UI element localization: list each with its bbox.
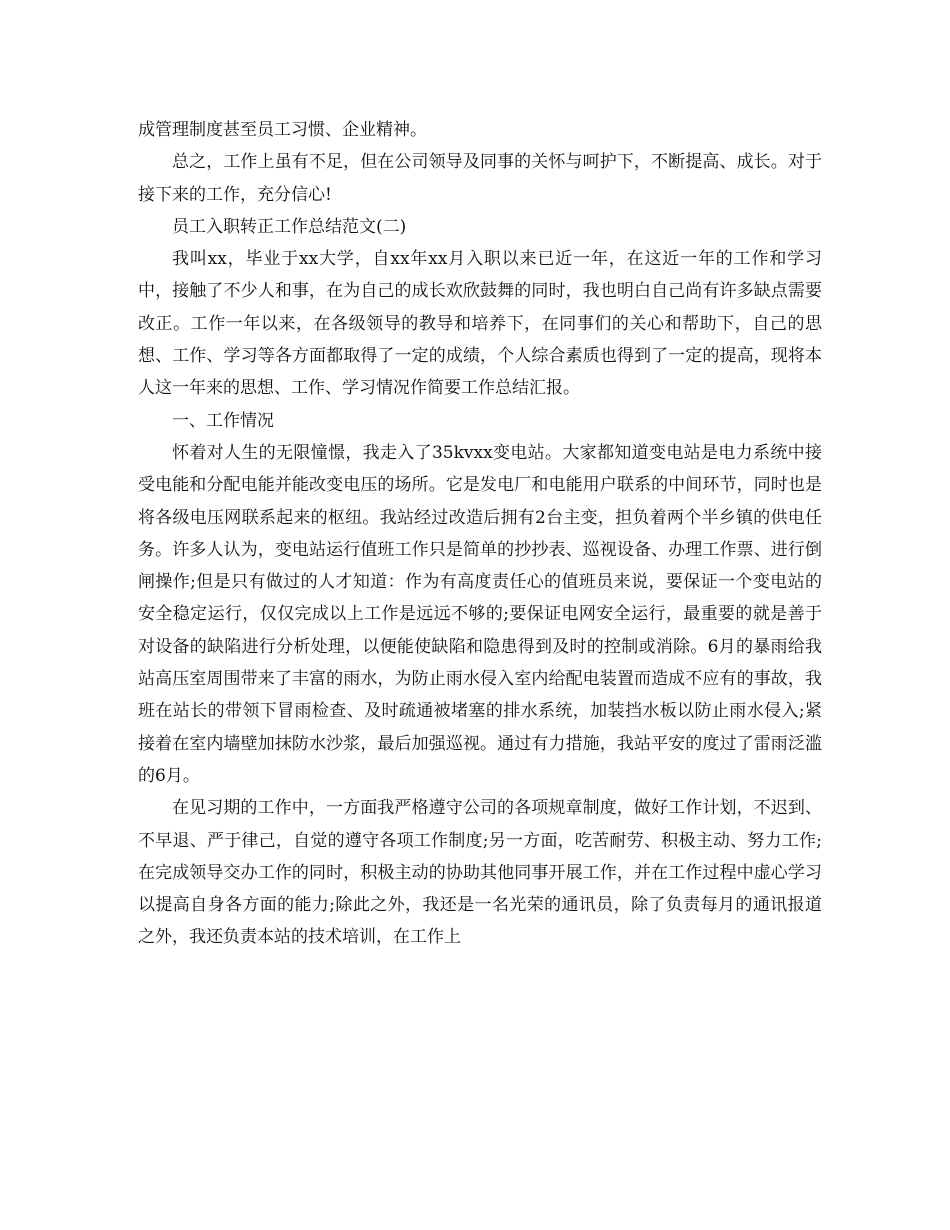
section-title: 员工入职转正工作总结范文(二)	[172, 216, 407, 237]
paragraph-probation: 在见习期的工作中，一方面我严格遵守公司的各项规章制度，做好工作计划，不迟到、不早退、严于律己，自觉的遵守各项工作制度;另一方面，吃苦耐劳、积极主动、努力工作;在完成领导交办工作的同时，积极主动的协助其他同事开展工作，并在工作过程中虚心学习以提高自身各方面的能力;除此之外，我还是一名光荣的通讯员，除了负责每月的通讯报道之外，我还负责本站的技术培训，在工作上	[138, 798, 822, 948]
paragraph-introduction: 我叫xx，毕业于xx大学，自xx年xx月入职以来已近一年，在这近一年的工作和学习中，接触了不少人和事，在为自己的成长欢欣鼓舞的同时，我也明白自己尚有许多缺点需要改正。工作一年以来，在各级领导的教导和培养下，在同事们的关心和帮助下，自己的思想、工作、学习等各方面都取得了一定的成绩，个人综合素质也得到了一定的提高，现将本人这一年来的思想、工作、学习情况作简要工作总结汇报。	[138, 249, 822, 399]
document-body	[138, 114, 822, 954]
section-heading-work: 一、工作情况	[172, 410, 274, 431]
paragraph-work-details: 怀着对人生的无限憧憬，我走入了35kvxx变电站。大家都知道变电站是电力系统中接受电能和分配电能并能改变电压的场所。它是发电厂和电能用户联系的中间环节，同时也是将各级电压网联系起来的枢纽。我站经过改造后拥有2台主变，担负着两个半乡镇的供电任务。许多人认为，变电站运行值班工作只是简单的抄抄表、巡视设备、办理工作票、进行倒闸操作;但是只有做过的人才知道：作为有高度责任心的值班员来说，要保证一个变电站的安全稳定运行，仅仅完成以上工作是远远不够的;要保证电网安全运行，最重要的就是善于对设备的缺陷进行分析处理，以便能使缺陷和隐患得到及时的控制或消除。6月的暴雨给我站高压室周围带来了丰富的雨水，为防止雨水侵入室内给配电装置而造成不应有的事故，我班在站长的带领下冒雨检查、及时疏通被堵塞的排水系统，加装挡水板以防止雨水侵入;紧接着在室内墙壁加抹防水沙浆，最后加强巡视。通过有力措施，我站平安的度过了雷雨泛滥的6月。	[138, 442, 822, 786]
paragraph-conclusion: 总之，工作上虽有不足，但在公司领导及同事的关怀与呵护下，不断提高、成长。对于接下来的工作，充分信心!	[138, 152, 822, 205]
paragraph-continuation: 成管理制度甚至员工习惯、企业精神。	[138, 120, 427, 140]
